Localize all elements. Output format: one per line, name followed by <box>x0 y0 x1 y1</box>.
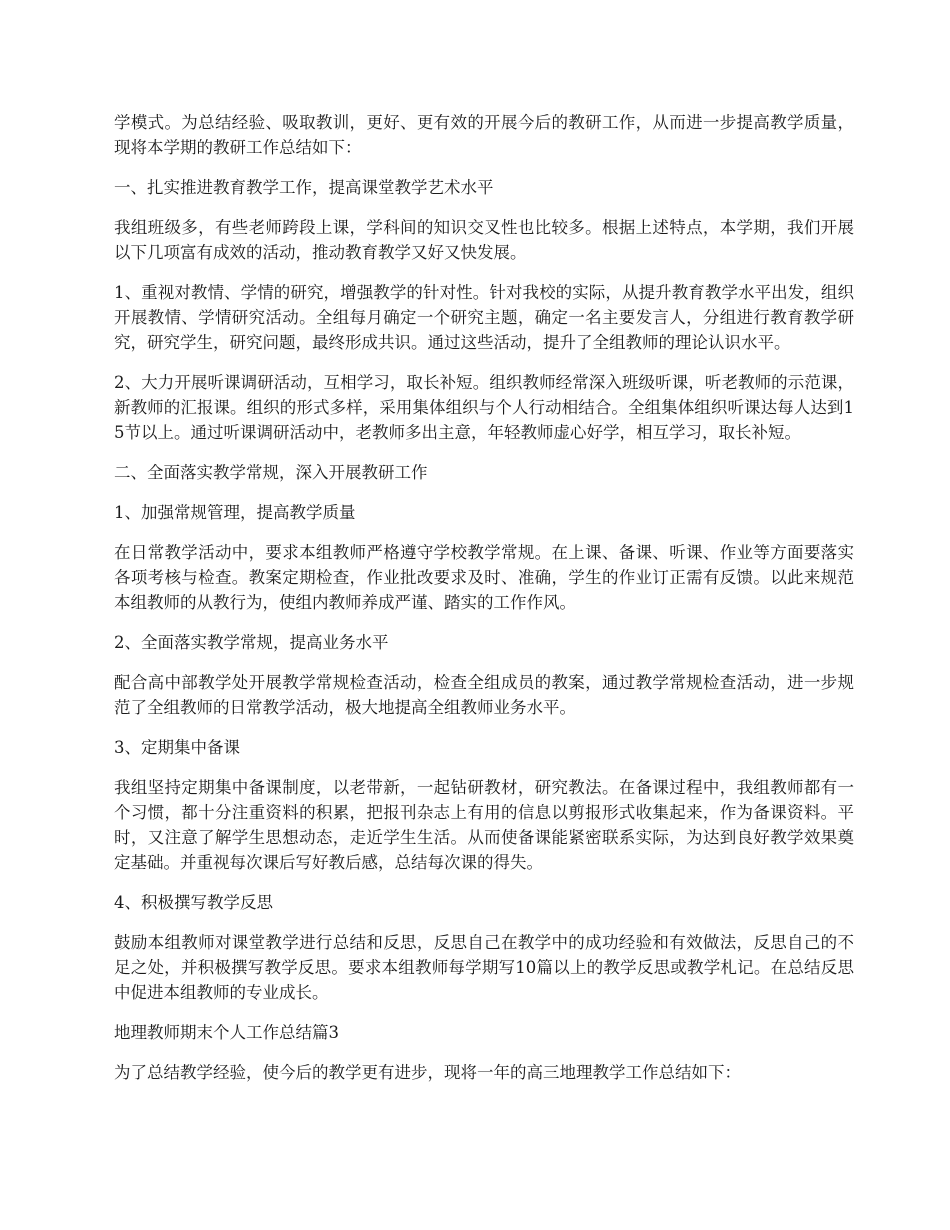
section-heading-1: 一、扎实推进教育教学工作，提高课堂教学艺术水平 <box>114 178 494 197</box>
subheading: 1、加强常规管理，提高教学质量 <box>114 503 356 522</box>
body-paragraph: 为了总结教学经验，使今后的教学更有进步，现将一年的高三地理教学工作总结如下： <box>114 1063 741 1082</box>
subheading: 3、定期集中备课 <box>114 738 240 757</box>
body-paragraph: 在日常教学活动中，要求本组教师严格遵守学校教学常规。在上课、备课、听课、作业等方面要落实各项考核与检查。教案定期检查，作业批改要求及时、准确，学生的作业订正需有反馈。以此来规范本组教师的从教行为，使组内教师养成严谨、踏实的工作作风。 <box>114 543 854 612</box>
document-page <box>114 110 854 1100</box>
section-heading-2: 二、全面落实教学常规，深入开展教研工作 <box>114 463 428 482</box>
body-paragraph: 1、重视对教情、学情的研究，增强教学的针对性。针对我校的实际，从提升教育教学水平出发，组织开展教情、学情研究活动。全组每月确定一个研究主题，确定一名主要发言人，分组进行教育教学研究，研究学生，研究问题，最终形成共识。通过这些活动，提升了全组教师的理论认识水平。 <box>114 283 854 352</box>
body-paragraph: 我组班级多，有些老师跨段上课，学科间的知识交叉性也比较多。根据上述特点，本学期，我们开展以下几项富有成效的活动，推动教育教学又好又快发展。 <box>114 218 854 262</box>
body-paragraph: 2、大力开展听课调研活动，互相学习，取长补短。组织教师经常深入班级听课，听老教师的示范课，新教师的汇报课。组织的形式多样，采用集体组织与个人行动相结合。全组集体组织听课达每人达到15节以上。通过听课调研活动中，老教师多出主意，年轻教师虚心好学，相互学习，取长补短。 <box>114 373 854 442</box>
body-paragraph: 配合高中部教学处开展教学常规检查活动，检查全组成员的教案，通过教学常规检查活动，进一步规范了全组教师的日常教学活动，极大地提高全组教师业务水平。 <box>114 673 854 717</box>
subheading: 4、积极撰写教学反思 <box>114 893 273 912</box>
subheading: 2、全面落实教学常规，提高业务水平 <box>114 633 389 652</box>
article-title: 地理教师期末个人工作总结篇3 <box>114 1023 339 1042</box>
body-paragraph: 鼓励本组教师对课堂教学进行总结和反思，反思自己在教学中的成功经验和有效做法，反思自己的不足之处，并积极撰写教学反思。要求本组教师每学期写10篇以上的教学反思或教学札记。在总结反思中促进本组教师的专业成长。 <box>114 933 854 1002</box>
intro-paragraph: 学模式。为总结经验、吸取教训，更好、更有效的开展今后的教研工作，从而进一步提高教学质量，现将本学期的教研工作总结如下： <box>114 113 854 157</box>
body-paragraph: 我组坚持定期集中备课制度，以老带新，一起钻研教材，研究教法。在备课过程中，我组教师都有一个习惯，都十分注重资料的积累，把报刊杂志上有用的信息以剪报形式收集起来，作为备课资料。平时，又注意了解学生思想动态，走近学生生活。从而使备课能紧密联系实际，为达到良好教学效果奠定基础。并重视每次课后写好教后感，总结每次课的得失。 <box>114 778 854 872</box>
